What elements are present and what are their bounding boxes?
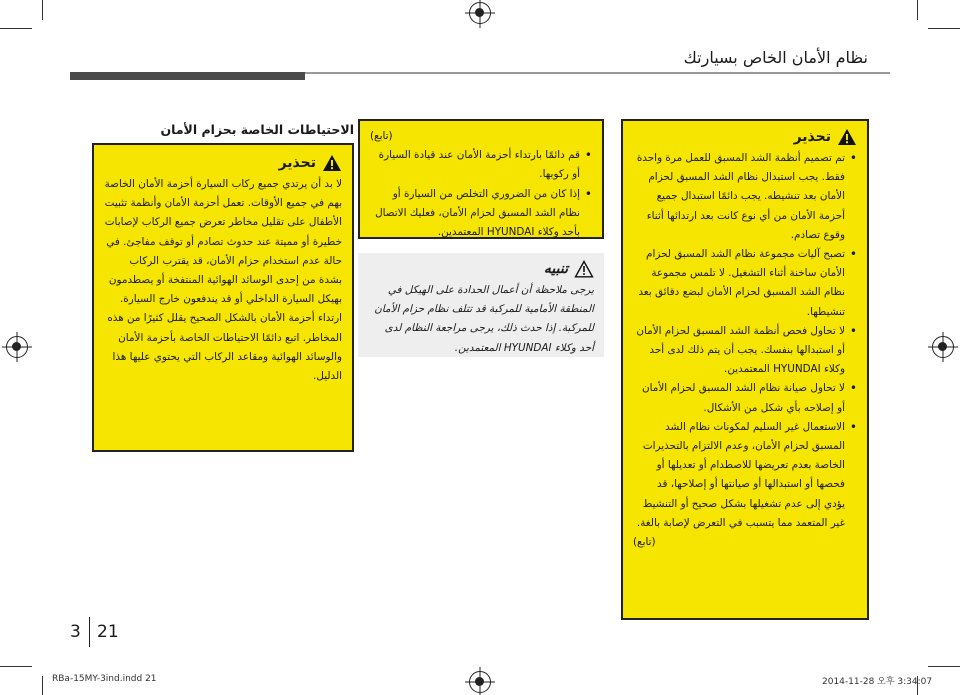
warning-box-seatbelt: [92, 143, 354, 452]
warning-box-continued: [358, 119, 604, 239]
caution-text: يرجى ملاحظة أن أعمال الحدادة على الهيكل في المنطقة الأمامية للمركبة قد تتلف نظام حزام الأمان للمركبة. إذا حدث ذلك، يرجى مراجعة النظام لدى أحد وكلاء HYUNDAI المعتمدين.: [374, 284, 594, 354]
registration-mark-right: [932, 336, 954, 358]
list-item: • تصبح آليات مجموعة نظام الشد المسبق لحزام الأمان ساخنة أثناء التشغيل. لا تلمس مجموعة نظام الشد المسبق لحزام الأمان لبضع دقائق بعد تنشيطها.: [633, 245, 857, 322]
page-number: 21: [97, 622, 119, 642]
crop-mark: [0, 28, 32, 29]
warning-title: تحذير: [793, 129, 831, 145]
footer-timestamp: 2014-11-28 오후 3:34:07: [822, 677, 933, 687]
warning-triangle-icon: [837, 128, 857, 146]
crop-mark: [0, 666, 32, 667]
warning-triangle-icon: [322, 154, 342, 172]
warning-box-pretensioner: [621, 119, 869, 620]
warning-title: تحذير: [278, 155, 316, 171]
crop-mark: [42, 676, 43, 695]
continued-label: (تابع): [370, 130, 393, 142]
continued-label: (تابع): [633, 536, 656, 549]
list-item: • الاستعمال غير السليم لمكونات نظام الشد المسبق لحزام الأمان، وعدم الالتزام بالتحذيرات الخاصة بعدم تعريضها للاصطدام أو تعديلها أو فحصها أو استبدالها أو صيانتها أو إصلاحها، قد يؤدي إلى عدم تشغيلها بشكل صحيح أو التنشيط غير المتعمد مما يتسبب في التعرض لإصابة بالغة.: [633, 418, 857, 533]
warning-heading: [104, 153, 342, 173]
list-item: • لا تحاول صيانة نظام الشد المسبق لحزام الأمان أو إصلاحه بأي شكل من الأشكال.: [633, 379, 857, 417]
section-title: الاحتياطات الخاصة بحزام الأمان: [160, 122, 354, 137]
list-item: • تم تصميم أنظمة الشد المسبق للعمل مرة واحدة فقط. يجب استبدال نظام الشد المسبق لحزام الأمان بعد تنشيطه. يجب دائمًا استبدال جميع أحزمة الأمان من أي نوع كانت بعد ارتدائها أثناء وقوع تصادم.: [633, 149, 857, 245]
header-bar: [70, 72, 305, 80]
crop-mark: [917, 0, 918, 20]
chapter-title: نظام الأمان الخاص بسيارتك: [683, 48, 868, 67]
chapter-number: 3: [70, 622, 81, 642]
warning-heading: [633, 127, 857, 147]
registration-mark-left: [6, 336, 28, 358]
crop-mark: [928, 666, 960, 667]
crop-mark: [42, 0, 43, 20]
crop-mark: [928, 28, 960, 29]
caution-heading: [368, 259, 594, 279]
page-number-divider: [89, 617, 90, 647]
list-item: • لا تحاول فحص أنظمة الشد المسبق لحزام الأمان أو استبدالها بنفسك. يجب أن يتم ذلك لدى أحد وكلاء HYUNDAI المعتمدين.: [633, 322, 857, 380]
footer-filename: RBa-15MY-3ind.indd 21: [52, 674, 157, 684]
caution-title: تنبيه: [543, 261, 568, 277]
warning-text: لا بد أن يرتدي جميع ركاب السيارة أحزمة الأمان الخاصة بهم في جميع الأوقات. تعمل أحزمة الأمان وأنظمة تثبيت الأطفال على تقليل مخاطر تعرض جميع الركاب لإصابات خطيرة أو مميتة عند حدوث تصادم أو توقف مفاجئ. في حالة عدم استخدام حزام الأمان، قد يقترب الركاب بشدة من إحدى الوسائد الهوائية المنتفخة أو يصطدمون بهيكل السيارة الداخلي أو قد يندفعون خارج السيارة. ارتداء أحزمة الأمان بالشكل الصحيح يقلل كثيرًا من هذه المخاطر. اتبع دائمًا الاحتياطات الخاصة بأحزمة الأمان والوسائد الهوائية ومقاعد الركاب التي يحتوي عليها هذا الدليل.: [104, 178, 342, 383]
registration-mark-bottom: [469, 671, 491, 693]
registration-mark-top: [469, 2, 491, 24]
list-item: • قم دائمًا بارتداء أحزمة الأمان عند قيادة السيارة أو ركوبها.: [370, 146, 592, 184]
caution-box: [358, 253, 604, 357]
caution-triangle-icon: [574, 260, 594, 278]
list-item: • إذا كان من الضروري التخلص من السيارة أو نظام الشد المسبق لحزام الأمان، فعليك الاتصال بأحد وكلاء HYUNDAI المعتمدين.: [370, 185, 592, 243]
